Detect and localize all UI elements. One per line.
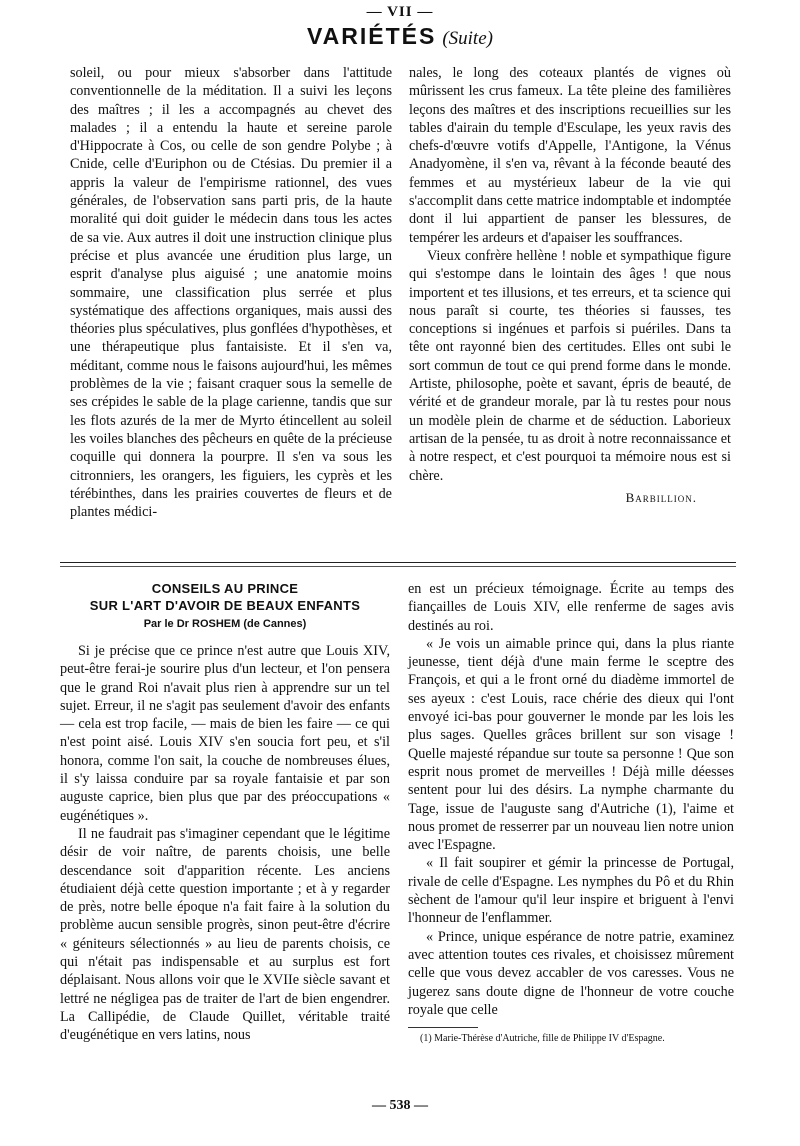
paragraph: en est un précieux témoignage. Écrite au temps des fiançailles de Louis XIV, elle renferme de sages avis destinés au roi.	[408, 581, 734, 634]
article-divider	[60, 562, 736, 563]
paragraph: « Prince, unique espérance de notre patrie, examinez avec attention toutes ces rivales, et choisissez mûrement celle que vous devez accabler de vos caresses. Vous ne jugerez sans doute digne de l'honneur de votre couche royale que celle	[408, 928, 734, 1018]
section-title	[0, 24, 800, 51]
footnote-divider	[408, 1027, 478, 1028]
page-header	[0, 4, 800, 51]
page-number: — 538 —	[372, 1098, 428, 1113]
paragraph: « Je vois un aimable prince qui, dans la plus riante jeunesse, tient déjà d'une main ferme le sceptre des François, et qui a le front orné du diadème immortel de ses ayeux : c'est Louis, race chérie des dieux qui l'ont envoyé ici-bas pour gouverner le monde par les lois les plus sages. Quelles grâces brillent sur son visage ! Quelle majesté répandue sur toute sa personne ! Que son esprit nous promet de merveilles ! Déjà mille déesses sentent pour lui des désirs. La nymphe charmante du Tage, issue de l'auguste sang d'Autriche (1), l'aime et nous promet de resserrer par un nouveau lien notre union avec l'Espagne.	[408, 635, 734, 854]
section-title-suffix: (Suite)	[442, 28, 493, 49]
bottom-article-left-column	[60, 580, 390, 1045]
article-title-line-1: CONSEILS AU PRINCE	[151, 581, 299, 596]
top-article-right-column	[409, 64, 731, 507]
bottom-article-right-column	[408, 580, 734, 1045]
article-title-line-2: SUR L'ART D'AVOIR DE BEAUX ENFANTS	[89, 598, 361, 613]
article-divider-thin	[60, 566, 736, 567]
paragraph: soleil, ou pour mieux s'absorber dans l'attitude conventionnelle de la méditation. Il a suivi les leçons des maîtres ; il les a accompagnés au chevet des malades ; il a entendu la haute et sereine parole d'Hippocrate à Cos, ou celle de son gendre Polybe ; à Cnide, celle d'Euriphon ou de Ctésias. Du premier il a appris la valeur de l'empirisme rationnel, des vues générales, de l'observation sans parti pris, de la haute moralité qui doit guider le médecin dans tous les actes de sa vie. Aux autres il doit une instruction clinique plus précise et plus avancée une érudition plus large, un esprit d'analyse plus aiguisé ; une anatomie moins sommaire, une classification plus serrée et plus systématique des affections organiques, mais aussi des théories plus spéculatives, plus gonflées d'hypothèses, et une thérapeutique plus fantaisiste. Et il s'en va, méditant, comme nous le faisons aujourd'hui, les mêmes problèmes de la vie ; faisant craquer sous la semelle de ses crépides le sable de la plage carienne, tandis que sur les flots azurés de la mer de Myrto étincellent au soleil les voiles blanches des pêcheurs en quête de la précieuse coquille qui donnera la pourpre. Il s'en va sous les citronniers, les orangers, les figuiers, les cyprès et les térébinthes, dans les prairies couvertes de fleurs et de plantes médici-	[70, 65, 392, 521]
footnote: (1) Marie-Thérèse d'Autriche, fille de Philippe IV d'Espagne.	[420, 1033, 665, 1045]
paragraph: Il ne faudrait pas s'imaginer cependant que le légitime désir de voir naître, de parents choisis, une belle descendance soit d'apparition récente. Les anciens étudiaient déjà cette question importante ; et à y regarder de près, notre belle époque n'a fait faire à la solution du problème aucun sensible progrès, sinon peut-être d'écrire « géniteurs sélectionnés » au lieu de parents choisis, ce qui n'était pas indispensable et au surplus est fort déplaisant. Nous allons voir que le XVIIe siècle savant et lettré ne négligea pas de traiter de l'art de bien engendrer. La Callipédie, de Claude Quillet, véritable traité d'eugénétique en vers latins, nous	[60, 825, 390, 1044]
supplement-page-mark: — VII —	[366, 4, 434, 20]
article-byline: Par le Dr ROSHEM (de Cannes)	[143, 618, 307, 630]
section-title-main: VARIÉTÉS	[307, 23, 437, 49]
top-article-left-column	[70, 64, 392, 521]
paragraph: Vieux confrère hellène ! noble et sympathique figure qui s'estompe dans le lointain des âges ! que nous importent et tes illusions, et tes erreurs, et ta science qui nous paraît si courte, tes théories si fausses, tes conceptions si ingénues et parfois si puériles. Dans ta tête ont rayonné bien des certitudes. Elles ont subi le sort commun de tout ce qui prend forme dans le monde. Artiste, philosophe, poète et savant, épris de beauté, de vérité et de grandeur morale, par là tu restes pour nous un modèle plein de charme et de séduction. Laborieux artisan de la pensée, tu as droit à notre reconnaissance et à notre respect, et c'est pourquoi ta mémoire nous est si chère.	[409, 247, 731, 484]
author-signature: Barbillion.	[625, 489, 697, 505]
paragraph: Si je précise que ce prince n'est autre que Louis XIV, peut-être ferai-je sourire plus d'un lecteur, et l'on pensera que le grand Roi n'avait plus rien à apprendre sur un tel sujet. Erreur, il ne s'agit pas seulement d'avoir des enfants — cela est trop facile, — mais de bien les faire — ce qui n'est point aisé. Louis XIV s'en soucia fort peu, et s'il honora, comme l'on sait, la couche de nombreuses élues, il s'y laissa conduire par sa royale fantaisie et par son auguste caprice, bien plus que par des préoccupations « eugénétiques ».	[60, 643, 390, 824]
paragraph: nales, le long des coteaux plantés de vignes où mûrissent les crus fameux. La tête pleine des familières leçons des maîtres et des inscriptions recueillies sur les tables d'airain du temple d'Esculape, les yeux ravis des chefs-d'œuvre votifs d'Appelle, l'Antigone, la Vénus Anadyomène, il s'en va, rêvant à la féconde beauté des femmes et au mystérieux labeur de la vie qui s'accomplit dans cette matrice indomptable et indomptée dont il lui appartient de panser les blessures, de tempérer les ardeurs et d'apaiser les souffrances.	[409, 65, 731, 246]
paragraph: « Il fait soupirer et gémir la princesse de Portugal, rivale de celle d'Espagne. Les nymphes du Pô et du Rhin sèchent de l'amour qu'il leur inspire et briguent à l'envi l'honneur de l'enflammer.	[408, 855, 734, 927]
